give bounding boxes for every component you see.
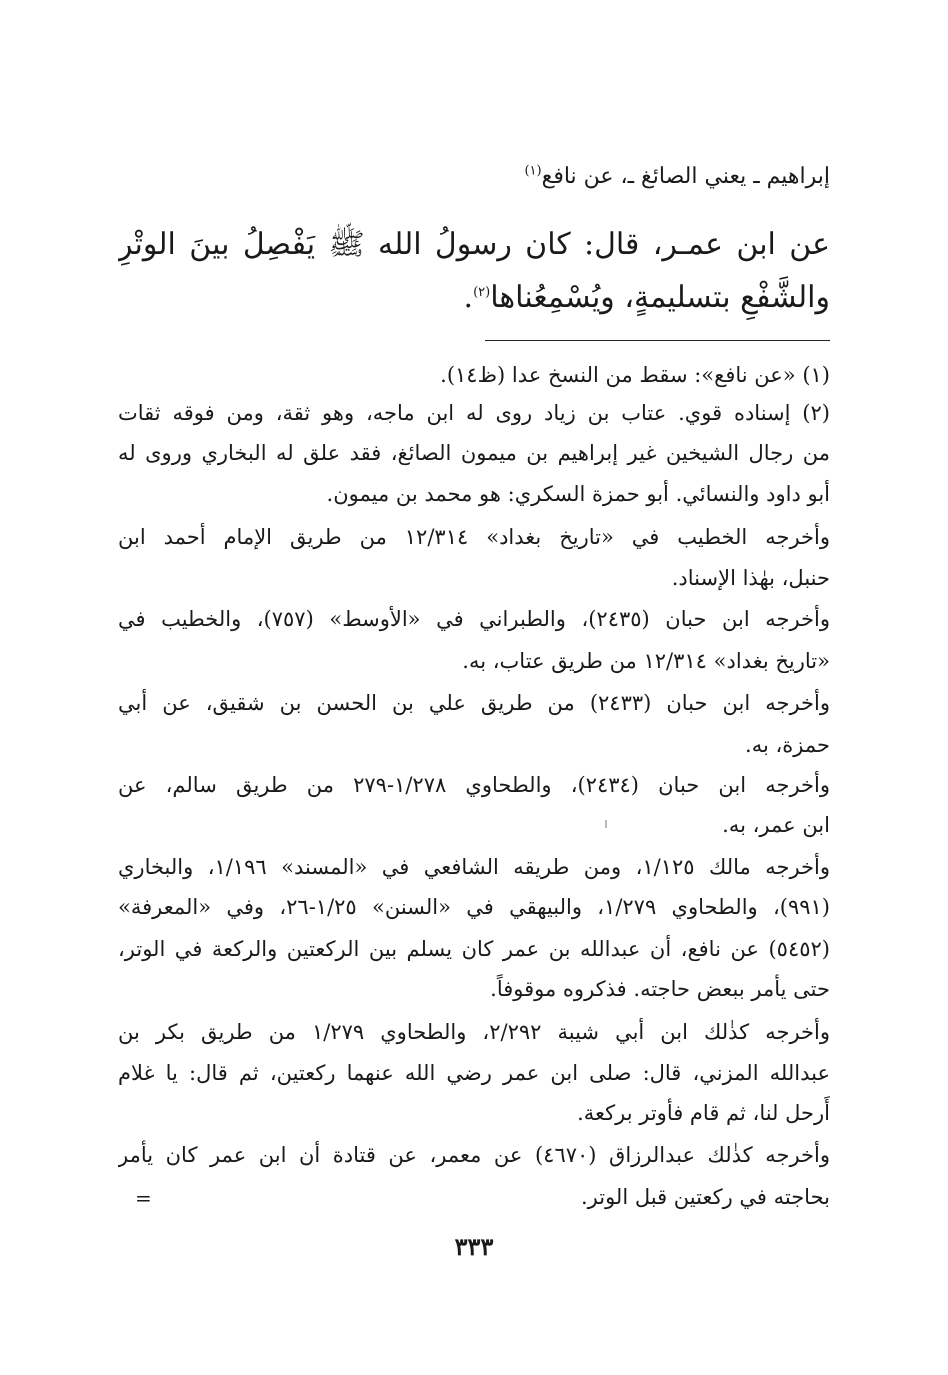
continuation-mark: =	[135, 1186, 152, 1210]
footnote-line: بحاجته في ركعتين قبل الوتر.	[580, 1185, 830, 1209]
footnote-line: وأخرجه الخطيب في «تاريخ بغداد» ١٢/٣١٤ من طريق الإمام أحمد ابن	[118, 525, 830, 549]
footnote-line: (١) «عن نافع»: سقط من النسخ عدا (ظ١٤).	[440, 363, 830, 387]
footnote-ref-1: (١)	[524, 163, 542, 179]
footnote-line: عبدالله المزني، قال: صلى ابن عمر رضي الله عنهما ركعتين، ثم قال: يا غلام	[118, 1061, 830, 1085]
footnote-line: وأخرجه مالك ١/١٢٥، ومن طريقه الشافعي في «المسند» ١/١٩٦، والبخاري	[118, 855, 830, 879]
footnote-divider	[485, 340, 830, 341]
footnote-ref-2: (٢)	[473, 285, 491, 300]
footnote-line: وأخرجه كذٰلك عبدالرزاق (٤٦٧٠) عن معمر، عن قتادة أن ابن عمر كان يأمر	[118, 1143, 830, 1167]
footnote-line: وأخرجه ابن حبان (٢٤٣٥)، والطبراني في «الأوسط» (٧٥٧)، والخطيب في	[118, 607, 830, 631]
footnote-line: أبو داود والنسائي. أبو حمزة السكري: هو محمد بن ميمون.	[326, 482, 830, 506]
header-line	[118, 160, 830, 194]
footnote-line: (٩٩١)، والطحاوي ١/٢٧٩، والبيهقي في «السنن» ١/٢٥-٢٦، وفي «المعرفة»	[118, 895, 830, 919]
page-number: ٣٣٣	[454, 1232, 494, 1261]
footnote-line: (٢) إسناده قوي. عتاب بن زياد روى له ابن ماجه، وهو ثقة، ومن فوقه ثقات	[118, 401, 830, 425]
header-text: إبراهيم ـ يعني الصائغ ـ، عن نافع	[541, 164, 830, 189]
footnote-line: حمزة، به.	[745, 733, 830, 757]
hadith-line-2-end: .	[463, 280, 474, 315]
footnote-line: (٥٤٥٢) عن نافع، أن عبدالله بن عمر كان يسلم بين الركعتين والركعة في الوتر،	[118, 937, 830, 961]
footnote-line: حتى يأمر ببعض حاجته. فذكروه موقوفاً.	[490, 977, 830, 1001]
footnote-line: من رجال الشيخين غير إبراهيم بن ميمون الصائغ، فقد علق له البخاري وروى له	[118, 441, 830, 465]
hadith-line-2-text: والشَّفْعِ بتسليمةٍ، ويُسْمِعُناها	[490, 280, 830, 315]
footnote-line: وأخرجه ابن حبان (٢٤٣٣) من طريق علي بن الحسن بن شقيق، عن أبي	[118, 691, 830, 715]
footnote-line: وأخرجه ابن حبان (٢٤٣٤)، والطحاوي ١/٢٧٨-٢٧٩ من طريق سالم، عن	[118, 773, 830, 797]
footnote-line: حنبل، بهٰذا الإسناد.	[671, 566, 830, 590]
footnote-line: أَرحل لنا، ثم قام فأوتر بركعة.	[577, 1101, 830, 1125]
hadith-line-2	[118, 272, 830, 324]
footnote-line: ابن عمر، به.	[722, 813, 830, 837]
footnote-line: «تاريخ بغداد» ١٢/٣١٤ من طريق عتاب، به.	[462, 649, 830, 673]
footnote-line: وأخرجه كذٰلك ابن أبي شيبة ٢/٢٩٢، والطحاوي ١/٢٧٩ من طريق بكر بن	[118, 1020, 830, 1044]
hadith-line-1: عن ابن عمـر، قال: كان رسولُ الله ﷺ يَفْصِلُ بينَ الوتْرِ	[118, 227, 830, 262]
scan-speck	[605, 820, 607, 828]
